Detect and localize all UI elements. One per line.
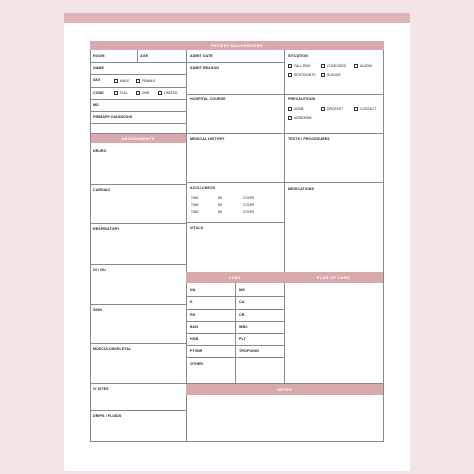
male-option: MALE (120, 78, 130, 83)
suicide-checkbox[interactable] (321, 73, 325, 77)
lab-troponin: TROPONIN (239, 349, 259, 353)
divider (90, 383, 186, 384)
lab-bun: BUN (190, 325, 199, 329)
tests-label: TESTS / PROCEDURES (288, 137, 330, 141)
primary-diagnosis-label: PRIMARY DIAGNOSIS (93, 115, 133, 119)
airborne-checkbox[interactable] (288, 116, 292, 120)
hospital-course-label: HOSPITAL COURSE (190, 97, 226, 101)
top-band (64, 13, 410, 23)
suicide-option: SUICIDE (327, 72, 341, 77)
divider (186, 62, 284, 63)
restraints-checkbox[interactable] (288, 73, 292, 77)
medications-label: MEDICATIONS (288, 187, 314, 191)
divider (284, 182, 383, 183)
neuro-label: NEURO (93, 149, 107, 153)
admit-reason-label: ADMIT REASON (190, 66, 219, 70)
divider (186, 222, 284, 223)
divider (90, 62, 186, 63)
lab-k: K (190, 300, 193, 304)
divider (137, 50, 138, 62)
divider (90, 343, 186, 344)
medical-history-label: MEDICAL HISTORY (190, 137, 225, 141)
divider (383, 50, 384, 140)
lab-cr: CR (239, 313, 245, 317)
drips-fluids-label: DRIPS / FLUIDS (93, 414, 122, 418)
divider (90, 74, 186, 75)
lab-ca: CA (239, 300, 245, 304)
restraints-option: RESTRAINTS (294, 72, 316, 77)
none-checkbox[interactable] (288, 107, 292, 111)
divider (186, 296, 284, 297)
alarm-checkbox[interactable] (354, 64, 358, 68)
lab-pt-inr: PT/INR (190, 349, 203, 353)
divider (186, 321, 284, 322)
accu-bs-2: BS (218, 203, 223, 207)
dnr-checkbox[interactable] (136, 91, 140, 95)
divider (186, 94, 284, 95)
dnr-option: DNR (142, 90, 150, 95)
accu-cover-1: COVER (243, 196, 255, 200)
divider (186, 309, 284, 310)
md-label: MD (93, 103, 99, 107)
gi-gu-label: GI / GU (93, 268, 106, 272)
vitals-label: VITALS (190, 226, 204, 230)
lab-plt: PLT (239, 337, 246, 341)
confused-checkbox[interactable] (321, 64, 325, 68)
accu-time-1: TIME (191, 196, 199, 200)
confused-option: CONFUSED (327, 63, 347, 68)
divider (284, 133, 285, 383)
situation-label: SITUATION (288, 54, 308, 58)
divider (284, 50, 285, 140)
none-option: NONE (294, 106, 304, 111)
divider (186, 345, 284, 346)
accu-time-2: TIME (191, 203, 199, 207)
divider (90, 111, 186, 112)
code-label: CODE (93, 91, 104, 95)
patient-background-header: PATIENT BACKGROUND (90, 41, 384, 50)
lab-ph: PH (190, 313, 196, 317)
notes-header: NOTES (186, 384, 383, 395)
contact-checkbox[interactable] (354, 107, 358, 111)
age-label: AGE (140, 54, 149, 58)
divider (383, 133, 384, 441)
labs-header: LABS (186, 272, 284, 283)
assessments-header: ASSESSMENTS (90, 134, 186, 143)
cardiac-label: CARDIAC (93, 188, 111, 192)
full-option: FULL (120, 90, 129, 95)
skin-label: SKIN (93, 308, 102, 312)
accu-time-3: TIME (191, 210, 199, 214)
divider (90, 304, 186, 305)
divider (90, 264, 186, 265)
name-label: NAME (93, 66, 104, 70)
divider (284, 94, 383, 95)
divider (90, 410, 186, 411)
fall-risk-checkbox[interactable] (288, 64, 292, 68)
accu-cover-2: COVER (243, 203, 255, 207)
limited-checkbox[interactable] (158, 91, 162, 95)
alarm-option: ALARM (360, 63, 372, 68)
lab-other: OTHER (190, 362, 204, 366)
divider (186, 182, 284, 183)
divider (90, 441, 384, 442)
droplet-checkbox[interactable] (321, 107, 325, 111)
limited-option: LIMITED (164, 90, 178, 95)
musculoskeletal-label: MUSCULOSKELETAL (93, 347, 132, 351)
divider (90, 184, 186, 185)
lab-wbc: WBC (239, 325, 248, 329)
accu-bs-1: BS (218, 196, 223, 200)
iv-sites-label: IV SITES (93, 387, 109, 391)
accu-cover-3: COVER (243, 210, 255, 214)
contact-option: CONTACT (360, 106, 377, 111)
divider (90, 223, 186, 224)
divider (90, 133, 91, 441)
divider (90, 99, 186, 100)
divider (186, 357, 284, 358)
plan-of-care-header: PLAN OF CARE (284, 272, 383, 283)
lab-na: NA (190, 288, 196, 292)
full-checkbox[interactable] (114, 91, 118, 95)
divider (90, 123, 186, 124)
precautions-label: PRECAUTIONS (288, 97, 316, 101)
room-label: ROOM (93, 54, 105, 58)
fall-risk-option: FALL RISK (294, 63, 311, 68)
male-checkbox[interactable] (114, 79, 118, 83)
accu-bs-3: BS (218, 210, 223, 214)
respiratory-label: RESPIRATORY (93, 227, 120, 231)
female-checkbox[interactable] (136, 79, 140, 83)
divider (186, 333, 284, 334)
divider (186, 50, 187, 140)
airborne-option: AIRBORNE (294, 115, 312, 120)
accu-check-label: ACCU-CHECK (190, 186, 216, 190)
lab-hgb: HGB (190, 337, 199, 341)
sex-label: SEX (93, 78, 101, 82)
droplet-option: DROPLET (327, 106, 344, 111)
lab-mg: MG (239, 288, 245, 292)
divider (90, 87, 186, 88)
admit-date-label: ADMIT DATE (190, 54, 213, 58)
female-option: FEMALE (142, 78, 156, 83)
divider (90, 50, 91, 140)
